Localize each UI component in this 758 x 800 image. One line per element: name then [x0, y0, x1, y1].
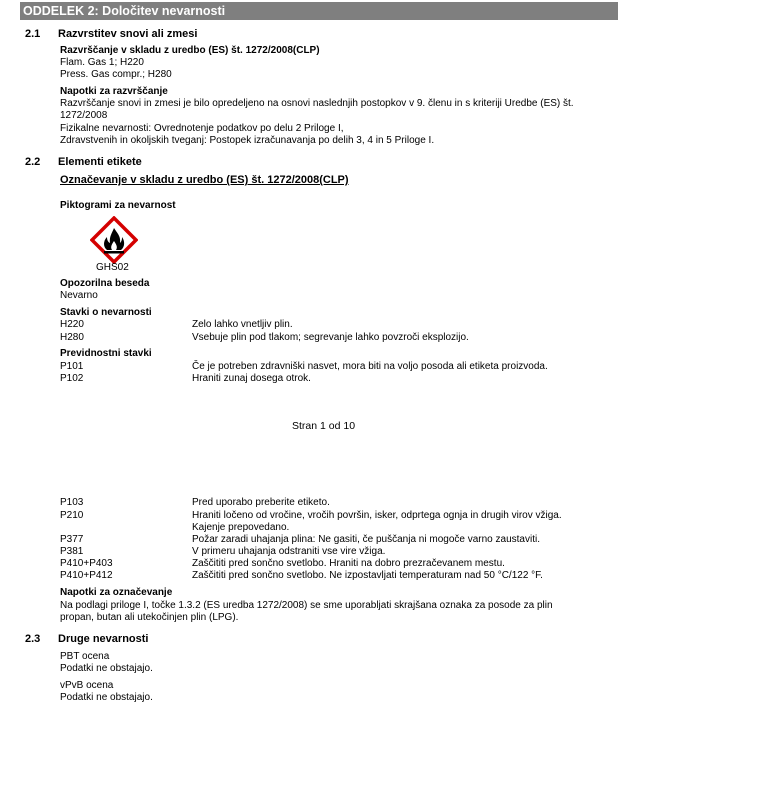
statement-code: P210 — [60, 510, 84, 521]
precautionary-statements-heading: Previdnostni stavki — [60, 348, 152, 359]
classification-notes-heading: Napotki za razvrščanje — [60, 86, 168, 97]
statement-text: Zelo lahko vnetljiv plin. — [192, 319, 293, 330]
pbt-value: Podatki ne obstajajo. — [60, 663, 153, 674]
signal-word-heading: Opozorilna beseda — [60, 278, 150, 289]
statement-text: Vsebuje plin pod tlakom; segrevanje lahko povzroči eksplozijo. — [192, 332, 469, 343]
labelling-heading: Označevanje v skladu z uredbo (ES) št. 1272/2008(CLP) — [60, 174, 349, 186]
statement-code: H280 — [60, 332, 84, 343]
statement-code: P103 — [60, 497, 84, 508]
statement-code: P102 — [60, 373, 84, 384]
statement-text: Hraniti zunaj dosega otrok. — [192, 373, 311, 384]
statement-text: Kajenje prepovedano. — [192, 522, 290, 533]
section-number: 2.2 — [25, 156, 41, 168]
classification-note: Razvrščanje snovi in zmesi je bilo opredeljeno na osnovi naslednjih postopkov v 9. členu in s kriteriji Uredbe (ES) št. — [60, 98, 574, 109]
classification-line: Flam. Gas 1; H220 — [60, 57, 144, 68]
pbt-heading: PBT ocena — [60, 651, 110, 662]
page-number: Stran 1 od 10 — [292, 420, 356, 432]
statement-text: Pred uporabo preberite etiketo. — [192, 497, 330, 508]
clp-classification-heading: Razvrščanje v skladu z uredbo (ES) št. 1272/2008(CLP) — [60, 45, 320, 56]
classification-line: Press. Gas compr.; H280 — [60, 69, 172, 80]
flame-icon — [90, 216, 138, 264]
labelling-notes-heading: Napotki za označevanje — [60, 587, 173, 598]
vpvb-value: Podatki ne obstajajo. — [60, 692, 153, 703]
labelling-note: propan, butan ali utekočinjen plin (LPG). — [60, 612, 239, 623]
section-title: Razvrstitev snovi ali zmesi — [58, 28, 198, 40]
section-banner: ODDELEK 2: Določitev nevarnosti — [20, 2, 618, 20]
section-number: 2.3 — [25, 633, 41, 645]
statement-text: V primeru uhajanja odstraniti vse vire vžiga. — [192, 546, 386, 557]
statement-text: Zaščititi pred sončno svetlobo. Ne izpostavljati temperaturam nad 50 °C/122 °F. — [192, 570, 543, 581]
statement-text: Če je potreben zdravniški nasvet, mora biti na voljo posoda ali etiketa proizvoda. — [192, 361, 548, 372]
section-title: Druge nevarnosti — [58, 633, 149, 645]
statement-text: Zaščititi pred sončno svetlobo. Hraniti na dobro prezračevanem mestu. — [192, 558, 505, 569]
statement-text: Hraniti ločeno od vročine, vročih površin, isker, odprtega ognja in drugih virov vžiga. — [192, 510, 562, 521]
signal-word: Nevarno — [60, 290, 98, 301]
hazard-statements-heading: Stavki o nevarnosti — [60, 307, 152, 318]
statement-code: P410+P412 — [60, 570, 113, 581]
classification-note: 1272/2008 — [60, 110, 108, 121]
pictograms-heading: Piktogrami za nevarnost — [60, 200, 176, 211]
classification-note: Zdravstvenih in okoljskih tveganj: Postopek izračunavanja po delih 3, 4 in 5 Priloge I. — [60, 135, 435, 146]
statement-code: P410+P403 — [60, 558, 113, 569]
statement-text: Požar zaradi uhajanja plina: Ne gasiti, če puščanja ni mogoče varno zaustaviti. — [192, 534, 540, 545]
statement-code: P101 — [60, 361, 84, 372]
statement-code: P377 — [60, 534, 84, 545]
section-number: 2.1 — [25, 28, 41, 40]
statement-code: P381 — [60, 546, 84, 557]
labelling-note: Na podlagi priloge I, točke 1.3.2 (ES uredba 1272/2008) se sme uporabljati skrajšana oznaka za posode za plin — [60, 600, 553, 611]
section-title: Elementi etikete — [58, 156, 142, 168]
pictogram-code: GHS02 — [96, 262, 129, 273]
classification-note: Fizikalne nevarnosti: Ovrednotenje podatkov po delu 2 Priloge I, — [60, 123, 344, 134]
vpvb-heading: vPvB ocena — [60, 680, 114, 691]
statement-code: H220 — [60, 319, 84, 330]
